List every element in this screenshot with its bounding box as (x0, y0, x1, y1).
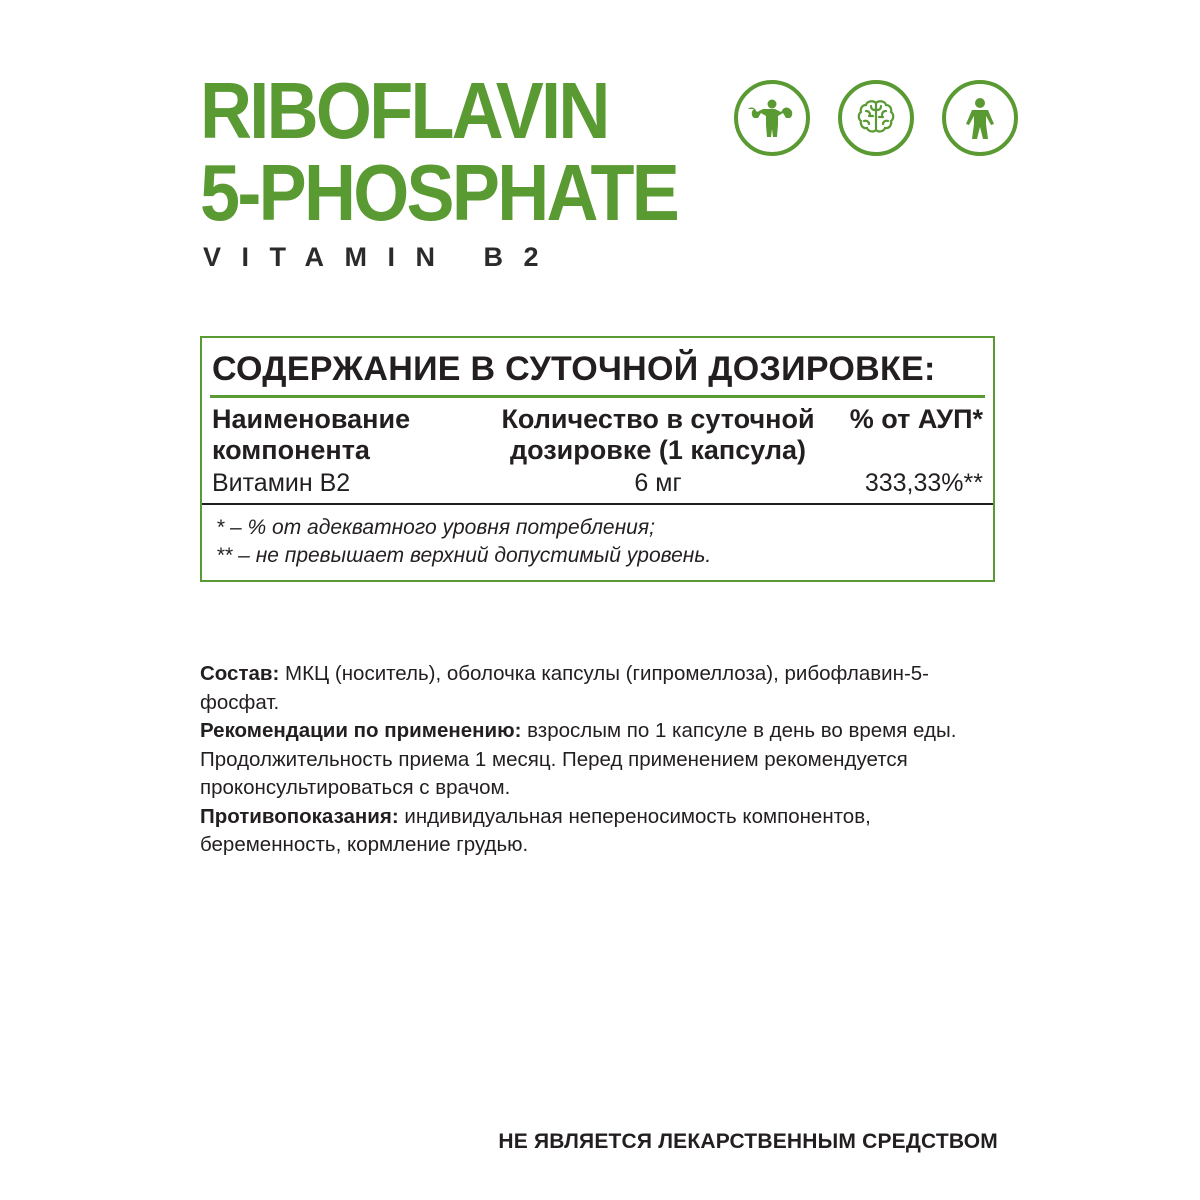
product-title (200, 66, 678, 237)
ingredients-paragraph (200, 660, 990, 717)
disclaimer: НЕ ЯВЛЯЕТСЯ ЛЕКАРСТВЕННЫМ СРЕДСТВОМ (498, 1130, 998, 1153)
ingredients-label: Состав: (200, 662, 280, 685)
muscle-icon (734, 80, 810, 156)
brain-icon (838, 80, 914, 156)
header-divider (210, 395, 985, 398)
composition-block (200, 660, 990, 860)
row-name-cell: Витамин В2 (212, 469, 351, 497)
usage-paragraph (200, 717, 990, 803)
row-percent-cell: 333,33%** (864, 469, 983, 497)
contraindications-text: индивидуальная непереносимость компонентов, беременность, кормление грудью. (200, 804, 871, 856)
column-header-name: Наименование компонента (212, 404, 411, 465)
daily-dose-panel (200, 336, 995, 582)
contraindications-label: Противопоказания: (200, 804, 399, 828)
benefit-icons (734, 80, 1018, 156)
column-header-percent: % от АУП* (849, 404, 983, 434)
footnote-2: ** – не превышает верхний допустимый уровень. (216, 544, 712, 567)
ingredients-text: МКЦ (носитель), оболочка капсулы (гипромеллоза), рибофлавин-5-фосфат. (200, 662, 929, 714)
footnote-divider (202, 503, 993, 505)
usage-text: взрослым по 1 капсуле в день во время еды. Продолжительность приема 1 месяц. Перед применением рекомендуется проконсультироваться с врачом. (200, 719, 957, 799)
usage-label: Рекомендации по применению: (200, 719, 522, 742)
person-icon (942, 80, 1018, 156)
contraindications-paragraph (200, 803, 990, 860)
column-header-amount: Количество в суточной дозировке (1 капсула) (501, 404, 815, 465)
product-title-line-2: 5-PHOSPHATE (200, 148, 678, 237)
footnote-1: * – % от адекватного уровня потребления; (216, 516, 655, 539)
row-amount-cell: 6 мг (634, 469, 682, 497)
product-subtitle: VITAMIN B2 (203, 242, 560, 272)
panel-title: СОДЕРЖАНИЕ В СУТОЧНОЙ ДОЗИРОВКЕ: (212, 350, 936, 388)
product-title-line-1: RIBOFLAVIN (200, 66, 608, 155)
